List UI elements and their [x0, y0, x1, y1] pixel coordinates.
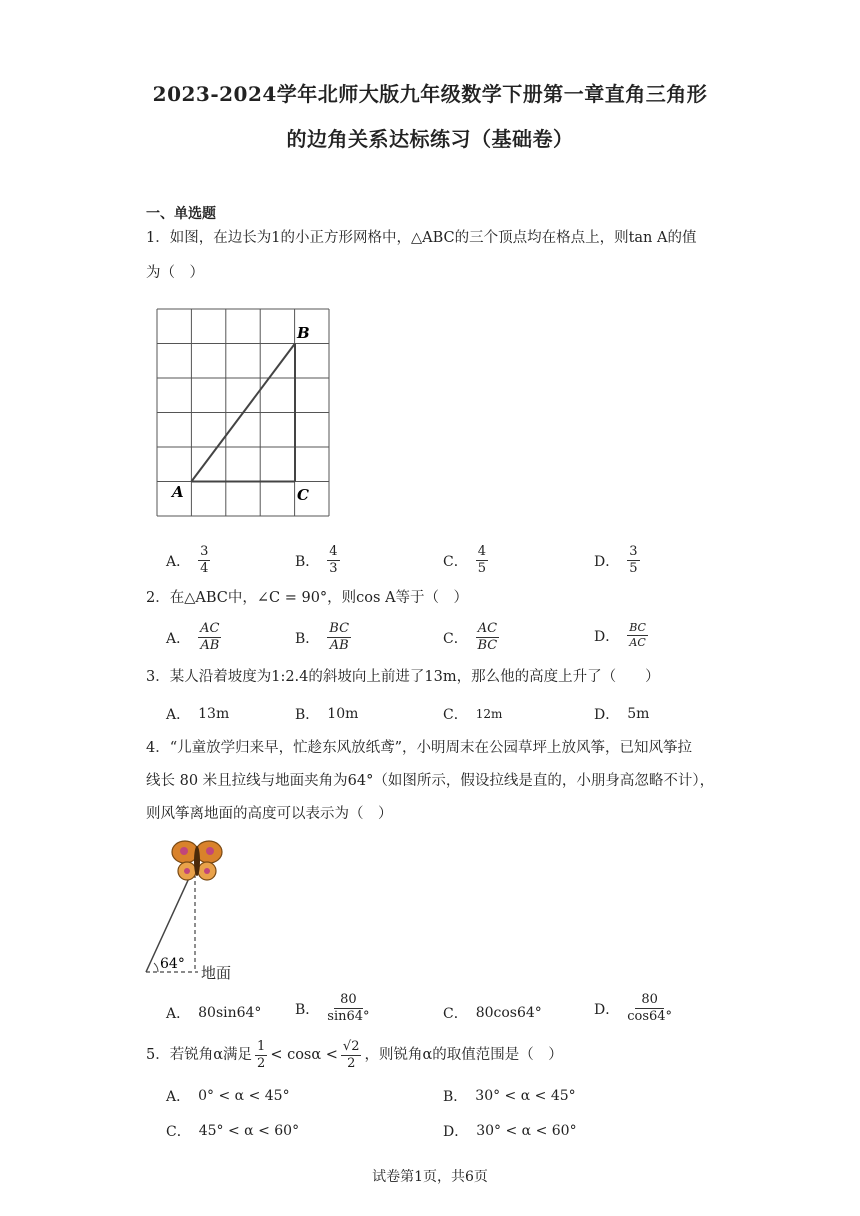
vertex-label-a: A — [172, 483, 184, 501]
question-4-line-1: 4．“儿童放学归来早，忙趁东风放纸鸢”，小明周末在公园草坪上放风筝，已知风筝拉 — [146, 740, 693, 756]
title-line-2: 的边角关系达标练习（基础卷） — [286, 127, 574, 151]
q1-option-c[interactable]: C． $\frac{4}{5}$ — [443, 544, 486, 577]
fraction: $\frac{3}{4}$ — [200, 544, 209, 577]
q2-option-a[interactable]: A． $\frac{AC}{AB}$ — [166, 621, 220, 654]
q4-option-a[interactable]: A． 80sin64° — [166, 1005, 262, 1022]
vertex-label-b: B — [297, 324, 310, 342]
fraction-half: $\frac{1}{2}$ — [257, 1039, 266, 1072]
question-3-line-1: 3．某人沿着坡度为1:2.4的斜坡向上前进了13m，那么他的高度上升了（ ） — [146, 669, 660, 685]
fraction: $\frac{80}{\cos 64^\circ}$ — [627, 992, 673, 1025]
q5-option-d[interactable]: D． 30° < α < 60° — [443, 1123, 577, 1140]
q2-option-b[interactable]: B． $\frac{BC}{AB}$ — [295, 621, 350, 654]
question-5-line-1: 5．若锐角α满足 $\frac{1}{2}$ < cosα < $\frac{√2}{2}$ ，则锐角α的取值范围是（ ） — [146, 1039, 563, 1072]
q1-option-a[interactable]: A． $\frac{3}{4}$ — [166, 544, 209, 577]
q4-option-b[interactable]: B． $\frac{80}{\sin 64^\circ}$ — [295, 992, 370, 1025]
question-1-line-1: 1．如图，在边长为1的小正方形网格中，△ABC的三个顶点均在格点上，则tan A的值 — [146, 230, 697, 246]
section-heading: 一、单选题 — [146, 206, 216, 222]
fraction: $\frac{3}{5}$ — [629, 544, 638, 577]
fraction: $\frac{4}{5}$ — [477, 544, 486, 577]
fraction: $\frac{4}{3}$ — [329, 544, 338, 577]
vertex-label-c: C — [297, 486, 309, 504]
q3-option-d[interactable]: D． 5m — [594, 706, 650, 723]
q4-option-d[interactable]: D． $\frac{80}{\cos 64^\circ}$ — [594, 992, 673, 1025]
title-line-1: 2023-2024学年北师大版九年级数学下册第一章直角三角形 — [152, 82, 708, 106]
question-4-line-2: 线长 80 米且拉线与地面夹角为64°（如图所示，假设拉线是直的，小朋身高忽略不计）， — [146, 773, 715, 789]
q3-option-c[interactable]: C． 12m — [443, 707, 503, 723]
q5-option-b[interactable]: B． 30° < α < 45° — [443, 1088, 576, 1105]
fraction: $\frac{BC}{AC}$ — [629, 621, 646, 650]
q3-option-a[interactable]: A． 13m — [166, 706, 230, 723]
angle-label: 64° — [160, 956, 185, 972]
question-1-line-2: 为（ ） — [146, 265, 204, 281]
q1-option-d[interactable]: D． $\frac{3}{5}$ — [594, 544, 638, 577]
question-4-line-3: 则风筝离地面的高度可以表示为（ ） — [146, 806, 393, 822]
q5-option-c[interactable]: C． 45° < α < 60° — [166, 1123, 300, 1140]
q3-option-b[interactable]: B． 10m — [295, 706, 359, 723]
question-2-line-1: 2．在△ABC中，∠C = 90°，则cos A等于（ ） — [146, 590, 469, 606]
fraction: $\frac{AC}{AB}$ — [200, 621, 220, 654]
fraction: $\frac{BC}{AB}$ — [329, 621, 350, 654]
fraction-root2-over-2: $\frac{√2}{2}$ — [342, 1039, 360, 1072]
q2-option-d[interactable]: D． $\frac{BC}{AC}$ — [594, 621, 646, 650]
q5-option-a[interactable]: A． 0° < α < 45° — [166, 1088, 290, 1105]
fraction: $\frac{80}{\sin 64^\circ}$ — [327, 992, 370, 1025]
fraction: $\frac{AC}{BC}$ — [477, 621, 498, 654]
butterfly-kite-icon — [172, 841, 222, 880]
q1-option-b[interactable]: B． $\frac{4}{3}$ — [295, 544, 338, 577]
ground-label: 地面 — [201, 964, 232, 982]
q2-option-c[interactable]: C． $\frac{AC}{BC}$ — [443, 621, 498, 654]
grid-triangle-figure — [150, 305, 340, 525]
page-footer: 试卷第1页，共6页 — [372, 1169, 488, 1185]
q4-option-c[interactable]: C． 80cos64° — [443, 1005, 542, 1022]
